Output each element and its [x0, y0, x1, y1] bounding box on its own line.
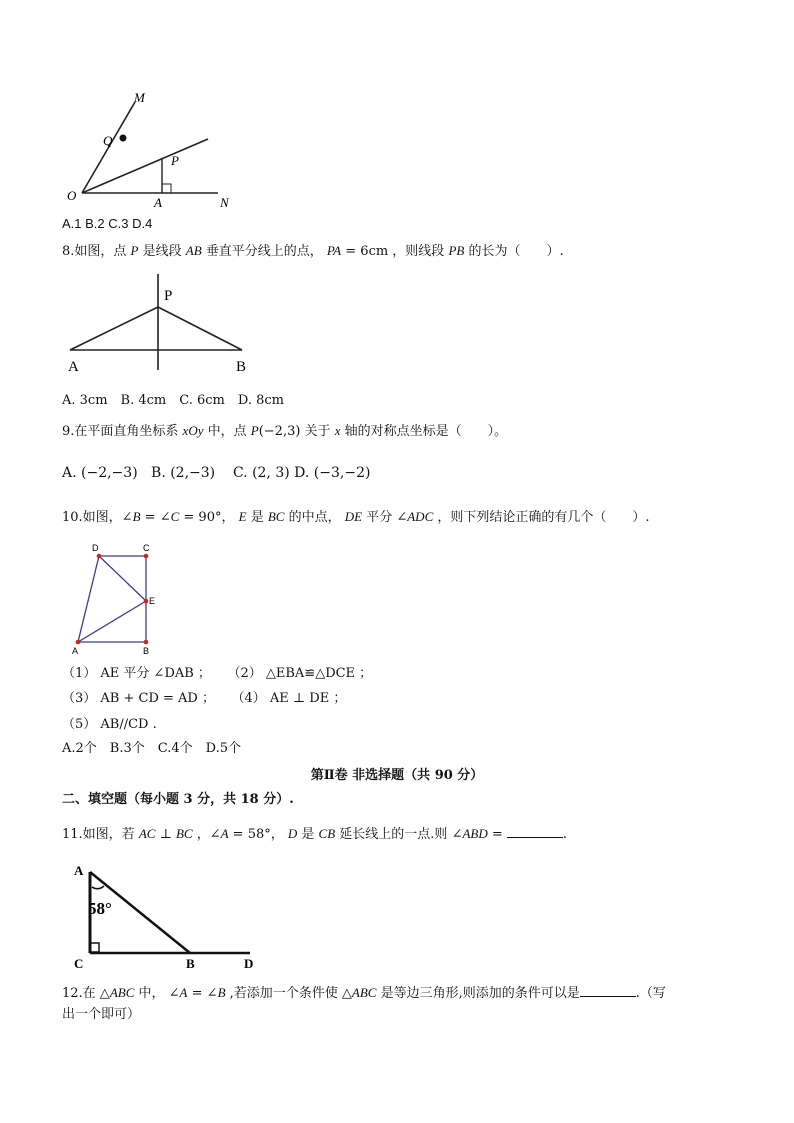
section-heading: 二、填空题（每小题 3 分，共 18 分）.	[62, 792, 294, 807]
label-b: B	[186, 956, 195, 970]
label-b: B	[236, 359, 247, 375]
q12-stem-continued: 出一个即可）	[62, 1007, 141, 1022]
conclusion-4: （4） AE ⊥ DE ；	[231, 691, 347, 706]
right-angle-mark	[162, 184, 171, 193]
label-c: C	[143, 543, 150, 553]
q9-option-c: C. (2, 3)	[232, 465, 290, 481]
figure-q11	[62, 858, 262, 970]
conclusion-3: （3） AB + CD = AD ；	[62, 691, 215, 706]
angle-label: 58°	[88, 899, 112, 918]
q10-conclusions-row2	[62, 690, 346, 708]
label-c: C	[74, 956, 84, 970]
conclusion-2: （2） △EBA≌△DCE ；	[227, 666, 373, 681]
q10-stem: 10.如图，∠B = ∠C = 90°， E 是 BC 的中点， DE 平分 ∠ADC ，则下列结论正确的有几个（ ）.	[62, 509, 650, 525]
q10-options: A.2个 B.3个 C.4个 D.5个	[62, 741, 241, 756]
q12-stem: 12.在 △ABC 中， ∠A = ∠B ,若添加一个条件使 △ABC 是等边三角形,则添加的条件可以是 .（写	[62, 985, 666, 1001]
conclusion-5: （5） AB//CD .	[62, 717, 157, 732]
answer-blank-q12[interactable]	[580, 984, 636, 997]
segment-pb	[158, 307, 242, 350]
label-d: D	[92, 543, 99, 553]
conclusion-1: （1） AE 平分 ∠DAB ；	[62, 666, 211, 681]
part2-title: 第Ⅱ卷 非选择题（共 90 分）	[310, 768, 484, 783]
q9-options	[62, 464, 370, 482]
ray-op	[82, 139, 208, 193]
label-a: A	[68, 359, 79, 375]
label-p: P	[171, 153, 179, 168]
q11-stem: 11.如图，若 AC ⊥ BC ，∠A = 58°， D 是 CB 延长线上的一点.则 ∠ABD = .	[62, 826, 568, 842]
q10-conclusions-row1	[62, 665, 372, 683]
label-d: D	[244, 956, 254, 970]
label-b: B	[143, 646, 150, 656]
label-m: M	[134, 90, 145, 105]
q9-option-b: B. (2,−3)	[151, 465, 216, 481]
label-p: P	[164, 288, 173, 304]
label-n: N	[220, 195, 229, 210]
segment-pa	[70, 307, 158, 350]
figure-q7	[60, 88, 240, 210]
q8-stem: 8.如图，点 P 是线段 AB 垂直平分线上的点， PA = 6cm ，则线段 PB 的长为（ ）.	[62, 243, 564, 259]
q8-options: A. 3cm B. 4cm C. 6cm D. 8cm	[62, 393, 284, 408]
q9-stem: 9.在平面直角坐标系 xOy 中，点 P(−2,3) 关于 x 轴的对称点坐标是（ ）。	[62, 423, 508, 439]
label-e: E	[149, 596, 156, 606]
label-a: A	[72, 646, 79, 656]
answer-blank-q11[interactable]	[507, 825, 563, 838]
label-q: Q	[103, 133, 113, 148]
q9-option-a: A. (−2,−3)	[62, 465, 138, 481]
figure-q10	[66, 540, 166, 658]
label-a: A	[74, 863, 84, 878]
label-a: A	[154, 195, 162, 210]
label-o: O	[67, 188, 77, 203]
figure-q8	[60, 272, 260, 380]
point-q	[120, 135, 127, 142]
q9-option-d: D. (−3,−2)	[294, 465, 371, 481]
q7-options: A.1 B.2 C.3 D.4	[62, 216, 153, 231]
